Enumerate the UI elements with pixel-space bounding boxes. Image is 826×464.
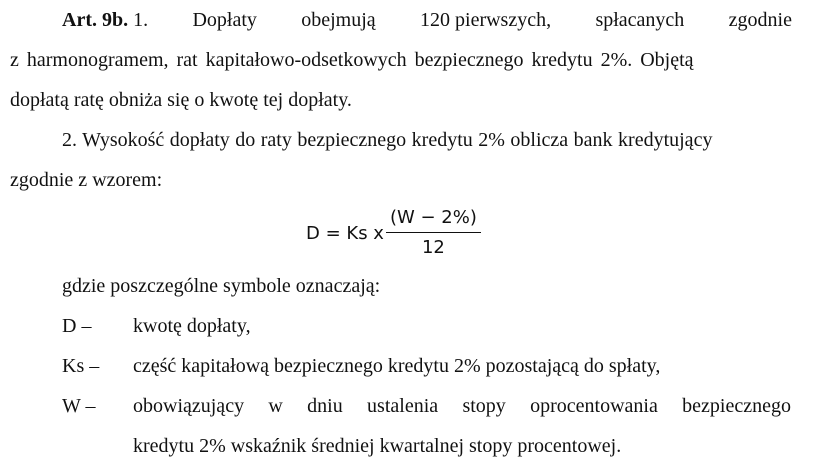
definition-text: obowiązujący w dniu ustalenia stopy oprocentowania bezpiecznego (133, 395, 791, 417)
paragraph2-line1: 2. Wysokość dopłaty do raty bezpiecznego kredytu 2% oblicza bank kredytujący (62, 129, 713, 151)
text-word: Dopłaty (192, 9, 257, 31)
definition-continuation: kredytu 2% wskaźnik średniej kwartalnej stopy procentowej. (133, 435, 622, 457)
paragraph2-line2: zgodnie z wzorem: (10, 169, 163, 191)
formula-lhs: D = Ks x (306, 222, 384, 244)
definition-text: część kapitałową bezpiecznego kredytu 2% pozostającą do spłaty, (133, 355, 661, 377)
legend-intro: gdzie poszczególne symbole oznaczają: (62, 275, 381, 297)
definition-symbol: D – (62, 315, 92, 337)
definition-text: kwotę dopłaty, (133, 315, 251, 337)
formula-numerator: (W − 2%) (386, 206, 481, 233)
paragraph1-line2: z harmonogramem, rat kapitałowo-odsetkowych bezpiecznego kredytu 2%. Objętą (10, 49, 694, 71)
text-word: zgodnie (728, 9, 792, 31)
formula-denominator: 12 (421, 237, 445, 258)
article-label: Art. 9b. (62, 9, 129, 31)
formula-fraction (386, 206, 481, 260)
text-word: spłacanych (595, 9, 685, 31)
definition-symbol: W – (62, 395, 96, 417)
text-word: 120 pierwszych, (420, 9, 552, 31)
paragraph-number: 1. (133, 9, 149, 31)
definition-symbol: Ks – (62, 355, 100, 377)
formula (306, 201, 481, 265)
text-word: obejmują (301, 9, 376, 31)
article-heading (62, 8, 148, 32)
paragraph1-line3: dopłatą ratę obniża się o kwotę tej dopłaty. (10, 89, 352, 111)
article-first-line (62, 8, 792, 32)
